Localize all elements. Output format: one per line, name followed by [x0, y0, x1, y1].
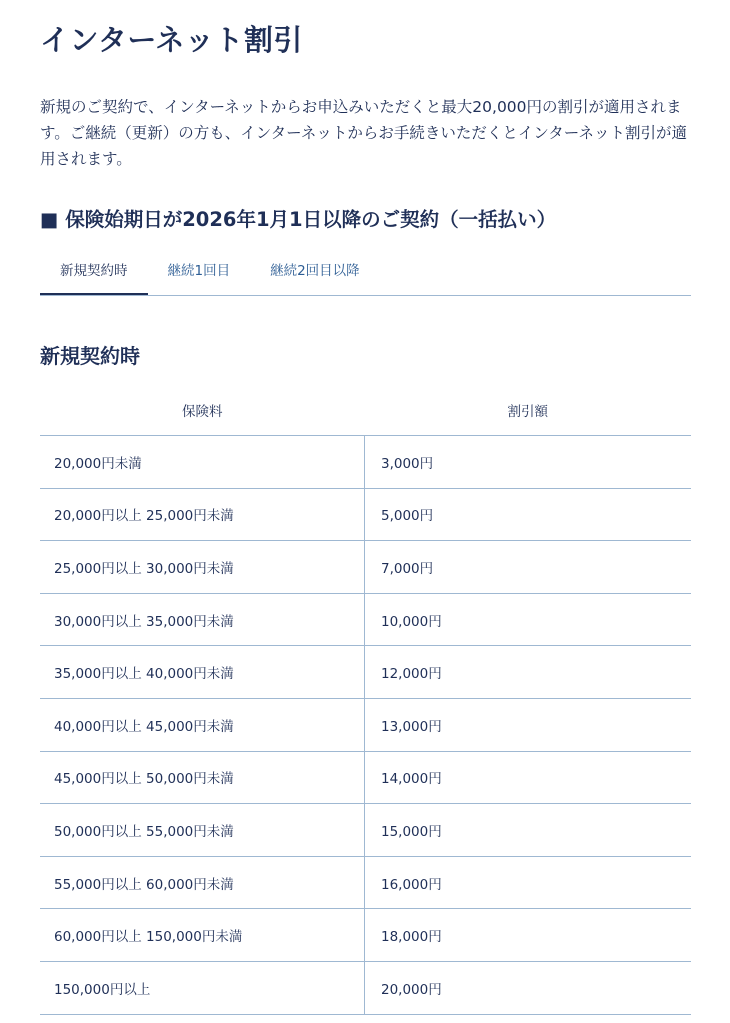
premium-cell: 20,000円未満: [40, 436, 365, 489]
page-title: インターネット割引: [40, 23, 303, 57]
table-row: [40, 961, 691, 1014]
discount-table: [40, 384, 691, 1015]
premium-cell: 40,000円以上 45,000円未満: [40, 698, 365, 751]
premium-cell: 30,000円以上 35,000円未満: [40, 593, 365, 646]
intro-text: 新規のご契約で、インターネットからお申込みいただくと最大20,000円の割引が適用されます。ご継続（更新）の方も、インターネットからお手続きいただくとインターネット割引が適用されます。: [40, 98, 687, 168]
tab-renewal-second-onward[interactable]: 継続2回目以降: [270, 263, 360, 279]
table-row: [40, 646, 691, 699]
premium-cell: 20,000円以上 25,000円未満: [40, 488, 365, 541]
discount-cell: 13,000円: [365, 698, 692, 751]
table-row: [40, 488, 691, 541]
table-row: [40, 436, 691, 489]
table-row: [40, 751, 691, 804]
discount-cell: 18,000円: [365, 909, 692, 962]
premium-cell: 55,000円以上 60,000円未満: [40, 856, 365, 909]
discount-cell: 5,000円: [365, 488, 692, 541]
table-row: [40, 909, 691, 962]
table-title: 新規契約時: [40, 344, 140, 368]
tab-bar: [40, 252, 691, 296]
table-row: [40, 593, 691, 646]
discount-cell: 3,000円: [365, 436, 692, 489]
table-row: [40, 856, 691, 909]
discount-cell: 20,000円: [365, 961, 692, 1014]
premium-cell: 50,000円以上 55,000円未満: [40, 804, 365, 857]
premium-cell: 35,000円以上 40,000円未満: [40, 646, 365, 699]
discount-cell: 15,000円: [365, 804, 692, 857]
table-row: [40, 698, 691, 751]
table-row: [40, 541, 691, 594]
discount-cell: 12,000円: [365, 646, 692, 699]
discount-cell: 7,000円: [365, 541, 692, 594]
header-premium: 保険料: [40, 384, 365, 436]
section-heading: ■ 保険始期日が2026年1月1日以降のご契約（一括払い）: [40, 208, 557, 231]
premium-cell: 45,000円以上 50,000円未満: [40, 751, 365, 804]
premium-cell: 60,000円以上 150,000円未満: [40, 909, 365, 962]
table-row: [40, 804, 691, 857]
tab-new-contract[interactable]: 新規契約時: [40, 252, 148, 295]
table-header-row: [40, 384, 691, 436]
premium-cell: 25,000円以上 30,000円未満: [40, 541, 365, 594]
tab-renewal-first[interactable]: 継続1回目: [167, 263, 231, 279]
discount-cell: 10,000円: [365, 593, 692, 646]
header-discount: 割引額: [365, 384, 692, 436]
discount-cell: 14,000円: [365, 751, 692, 804]
discount-cell: 16,000円: [365, 856, 692, 909]
premium-cell: 150,000円以上: [40, 961, 365, 1014]
